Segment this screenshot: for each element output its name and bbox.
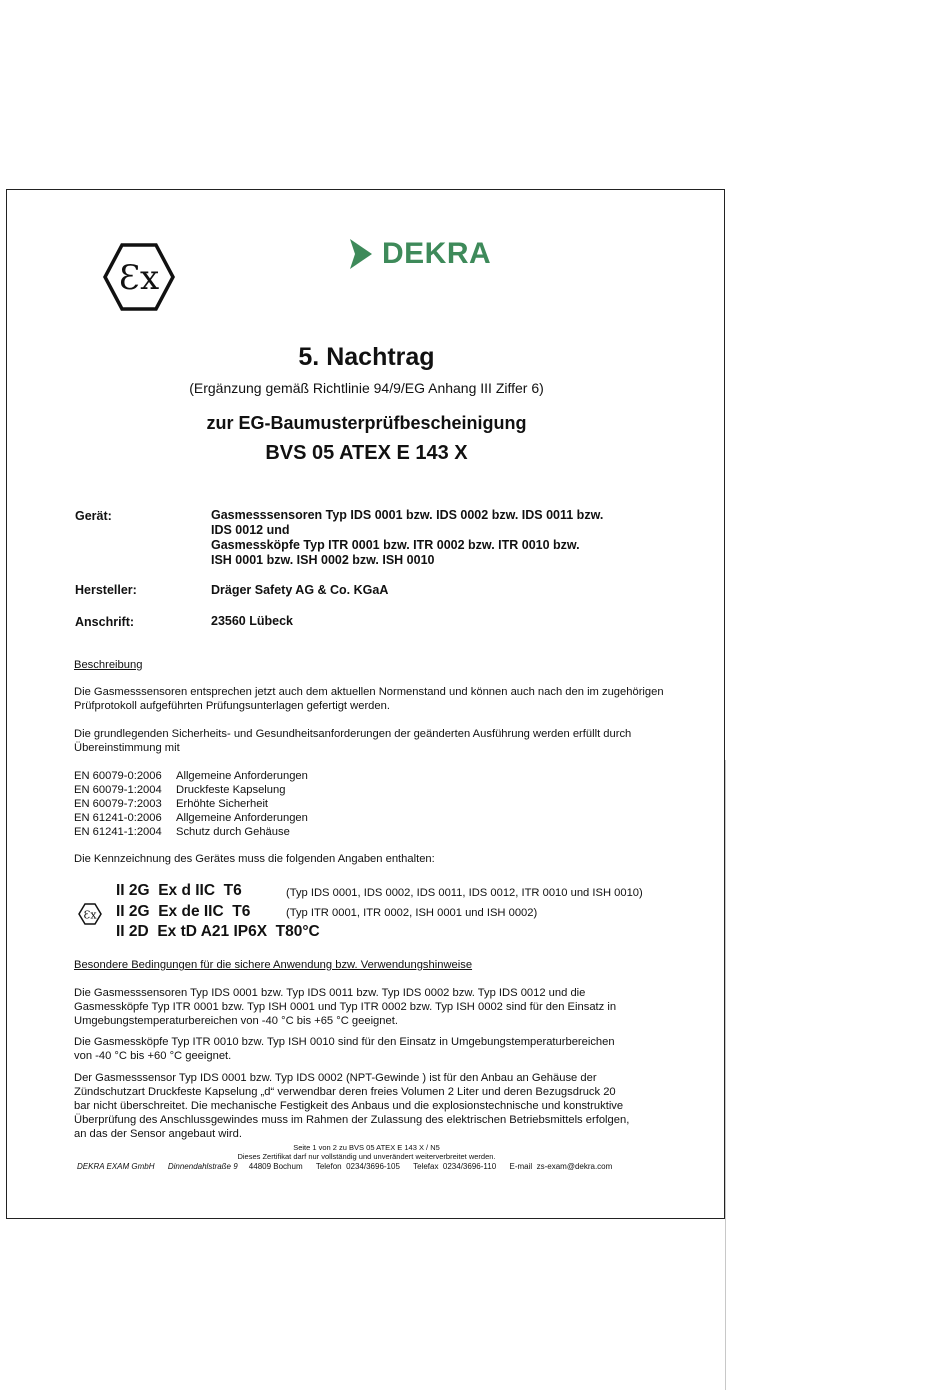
- footer-company: DEKRA EXAM GmbH: [77, 1162, 155, 1171]
- footer-phone: Telefon 0234/3696-105: [315, 1162, 400, 1171]
- beschreibung-paragraph-2: Die grundlegenden Sicherheits- und Gesundheitsanforderungen der geänderten Ausführung werden erfüllt durch Übereinstimmung mit: [74, 728, 632, 754]
- hersteller-label: Hersteller:: [75, 583, 137, 597]
- footer-contact: [77, 1162, 612, 1171]
- geraet-value: [211, 508, 681, 568]
- marking-line-2: II 2G Ex de IIC T6: [116, 903, 251, 920]
- marking-line-3: II 2D Ex tD A21 IP6X T80°C: [116, 923, 320, 940]
- svg-text:Ɛx: Ɛx: [118, 258, 160, 298]
- dekra-brand-text: DEKRA: [382, 237, 492, 270]
- standard-desc: Druckfeste Kapselung: [176, 784, 286, 796]
- standard-code: EN 61241-0:2006: [74, 812, 162, 824]
- footer-city: 44809 Bochum: [248, 1162, 303, 1171]
- geraet-label: Gerät:: [75, 509, 112, 523]
- standard-desc: Erhöhte Sicherheit: [176, 798, 269, 810]
- hersteller-value: Dräger Safety AG & Co. KGaA: [211, 583, 389, 597]
- footer-fax: Telefax 0234/3696-110: [413, 1162, 497, 1171]
- standard-row: [74, 797, 308, 811]
- bedingungen-heading: Besondere Bedingungen für die sichere Anwendung bzw. Verwendungshinweise: [74, 959, 473, 971]
- anschrift-value: 23560 Lübeck: [211, 614, 293, 628]
- scan-edge-line: [725, 760, 726, 1390]
- standards-list: [74, 769, 308, 839]
- standard-code: EN 60079-0:2006: [74, 770, 162, 782]
- geraet-line: ISH 0001 bzw. ISH 0002 bzw. ISH 0010: [211, 553, 435, 567]
- kennzeichnung-intro: Die Kennzeichnung des Gerätes muss die folgenden Angaben enthalten:: [74, 853, 435, 865]
- standard-row: [74, 769, 308, 783]
- beschreibung-heading: Beschreibung: [74, 659, 143, 671]
- standard-code: EN 60079-7:2003: [74, 798, 162, 810]
- footer-notice: Dieses Zertifikat darf nur vollständig und unverändert weiterverbreitet werden.: [237, 1152, 496, 1161]
- marking-note-2: (Typ ITR 0001, ITR 0002, ISH 0001 und ISH 0002): [286, 907, 538, 919]
- document-title: 5. Nachtrag: [298, 343, 435, 371]
- standard-row: [74, 811, 308, 825]
- marking-line-1: II 2G Ex d IIC T6: [116, 882, 242, 899]
- standard-desc: Schutz durch Gehäuse: [176, 826, 290, 838]
- anschrift-label: Anschrift:: [75, 615, 135, 629]
- bedingungen-paragraph-3: Der Gasmesssensor Typ IDS 0001 bzw. Typ IDS 0002 (NPT-Gewinde ) ist für den Anbau an Gehäuse der Zündschutzart Druckfeste Kapselung „d“ verwendbar deren freies Volumen 2 Liter und deren Bezugsdruck 20 bar nicht überschreitet. Die mechanische Festigkeit des Anbaus und die explosionstechnische und konstruktive Überprüfung des Anschlussgewindes muss im Rahmen der Zulassung des elektrischen Betriebsmittels erfolgen, an das der Sensor angebaut wird.: [74, 1072, 630, 1140]
- bedingungen-paragraph-2: Die Gasmessköpfe Typ ITR 0010 bzw. Typ ISH 0010 sind für den Einsatz in Umgebungstemperaturbereichen von -40 °C bis +60 °C geeignet.: [74, 1036, 615, 1062]
- bedingungen-paragraph-1: Die Gasmesssensoren Typ IDS 0001 bzw. Typ IDS 0011 bzw. Typ IDS 0002 bzw. Typ IDS 0012 und die Gasmessköpfe Typ ITR 0001 bzw. Typ ISH 0001 und Typ ITR 0002 bzw. Typ ISH 0002 sind für den Einsatz in Umgebungstemperaturbereichen von -40 °C bis +65 °C geeignet.: [74, 987, 617, 1027]
- footer-email: E-mail zs-exam@dekra.com: [509, 1162, 613, 1171]
- svg-text:Ɛx: Ɛx: [83, 908, 97, 922]
- certificate-number: BVS 05 ATEX E 143 X: [265, 442, 468, 464]
- standard-code: EN 61241-1:2004: [74, 826, 162, 838]
- geraet-line: Gasmesssensoren Typ IDS 0001 bzw. IDS 0002 bzw. IDS 0011 bzw.: [211, 508, 604, 522]
- standard-desc: Allgemeine Anforderungen: [176, 812, 308, 824]
- ex-small-icon: [78, 903, 102, 925]
- dekra-arrow-icon: [346, 237, 376, 271]
- ex-logo-icon: [102, 242, 176, 312]
- dekra-logo: [346, 237, 491, 271]
- standard-row: [74, 825, 308, 839]
- geraet-line: Gasmessköpfe Typ ITR 0001 bzw. ITR 0002 bzw. ITR 0010 bzw.: [211, 538, 580, 552]
- footer-street: Dinnendahlstraße 9: [167, 1162, 238, 1171]
- marking-note-1: (Typ IDS 0001, IDS 0002, IDS 0011, IDS 0012, ITR 0010 und ISH 0010): [286, 887, 643, 899]
- footer-page-number: Seite 1 von 2 zu BVS 05 ATEX E 143 X / N5: [293, 1143, 440, 1152]
- standard-desc: Allgemeine Anforderungen: [176, 770, 308, 782]
- standard-code: EN 60079-1:2004: [74, 784, 162, 796]
- standard-row: [74, 783, 308, 797]
- document-subtitle: (Ergänzung gemäß Richtlinie 94/9/EG Anhang III Ziffer 6): [189, 380, 544, 396]
- geraet-line: IDS 0012 und: [211, 523, 290, 537]
- beschreibung-paragraph-1: Die Gasmesssensoren entsprechen jetzt auch dem aktuellen Normenstand und können auch nach den im zugehörigen Prüfprotokoll aufgeführten Prüfungsunterlagen gefertigt werden.: [74, 686, 664, 712]
- certificate-page: [6, 189, 725, 1219]
- certificate-heading: zur EG-Baumusterprüfbescheinigung: [206, 413, 527, 433]
